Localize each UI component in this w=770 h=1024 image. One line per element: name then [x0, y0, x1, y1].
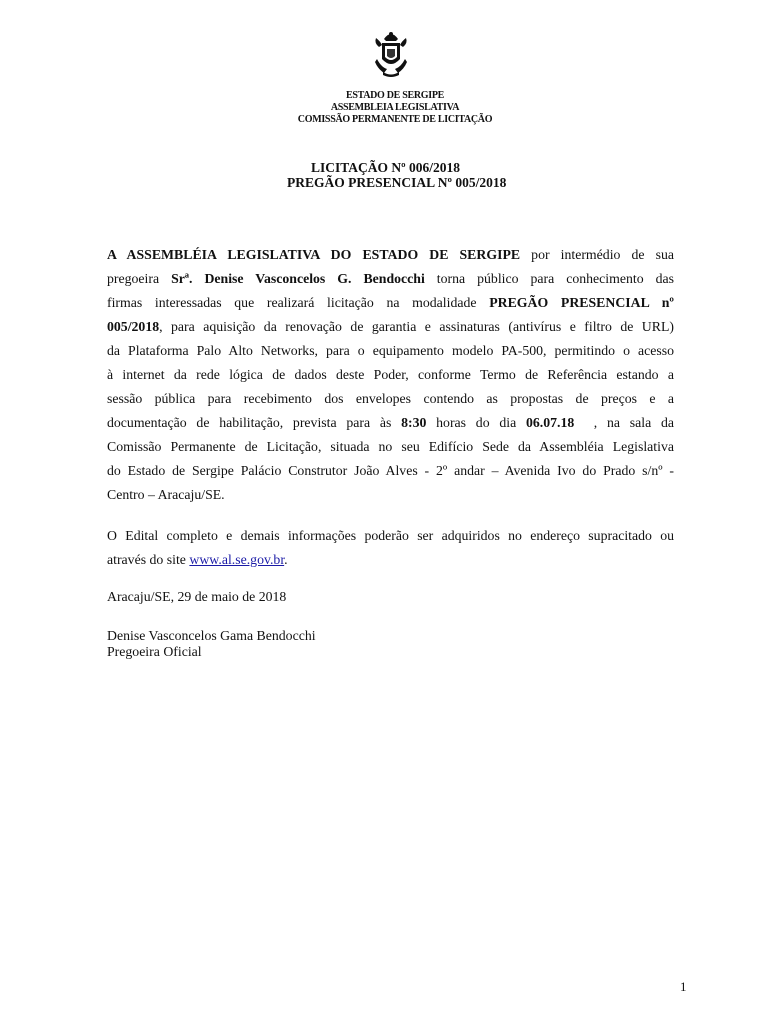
session-time: 8:30 [401, 415, 427, 430]
assembly-name: A ASSEMBLÉIA LEGISLATIVA DO ESTADO DE SERGIPE [107, 247, 521, 262]
bidding-number: LICITAÇÃO Nº 006/2018 [311, 160, 460, 175]
coat-of-arms-icon [371, 29, 411, 79]
body-line: 005/2018, para aquisição da renovação de garantia e assinaturas (antivírus e filtro de URL) [107, 319, 674, 334]
header-assembly: ASSEMBLEIA LEGISLATIVA [330, 102, 460, 113]
body-line: pregoeira Srª. Denise Vasconcelos G. Bendocchi torna público para conhecimento das [107, 271, 675, 286]
body-line: sessão pública para recebimento dos envelopes contendo as propostas de preços e a [107, 391, 674, 406]
site-link[interactable]: www.al.se.gov.br [189, 552, 285, 567]
signatory-name: Denise Vasconcelos Gama Bendocchi [107, 628, 316, 643]
body-line: da Plataforma Palo Alto Networks, para o equipamento modelo PA-500, permitindo o acesso [107, 343, 674, 358]
body-line: documentação de habilitação, prevista para às 8:30 horas do dia 06.07.18 , na sala da [107, 415, 674, 430]
header-state: ESTADO DE SERGIPE [345, 90, 445, 101]
modality: PREGÃO PRESENCIAL nº [489, 295, 674, 310]
signatory-role: Pregoeira Oficial [107, 644, 202, 659]
body-line: O Edital completo e demais informações poderão ser adquiridos no endereço supracitado ou [107, 528, 674, 543]
auction-number: PREGÃO PRESENCIAL Nº 005/2018 [287, 175, 507, 190]
body-line: Comissão Permanente de Licitação, situada no seu Edifício Sede da Assembléia Legislativa [107, 439, 674, 454]
body-line: Centro – Aracaju/SE. [107, 487, 225, 502]
page-number: 1 [680, 979, 687, 994]
session-date: 06.07.18 [525, 415, 575, 430]
modality-number: 005/2018 [107, 319, 160, 334]
body-line: através do site www.al.se.gov.br. [107, 552, 288, 567]
body-line: à internet da rede lógica de dados deste Poder, conforme Termo de Referência estando a [107, 367, 674, 382]
body-line: firmas interessadas que realizará licitação na modalidade PREGÃO PRESENCIAL nº [107, 295, 674, 310]
body-line: A ASSEMBLÉIA LEGISLATIVA DO ESTADO DE SERGIPE por intermédio de sua [107, 247, 675, 262]
auctioneer-name: Srª. Denise Vasconcelos G. Bendocchi [171, 271, 425, 286]
body-line: do Estado de Sergipe Palácio Construtor João Alves - 2º andar – Avenida Ivo do Prado s/nº - [107, 463, 674, 478]
place-date: Aracaju/SE, 29 de maio de 2018 [107, 589, 287, 604]
header-commission: COMISSÃO PERMANENTE DE LICITAÇÃO [297, 114, 493, 125]
